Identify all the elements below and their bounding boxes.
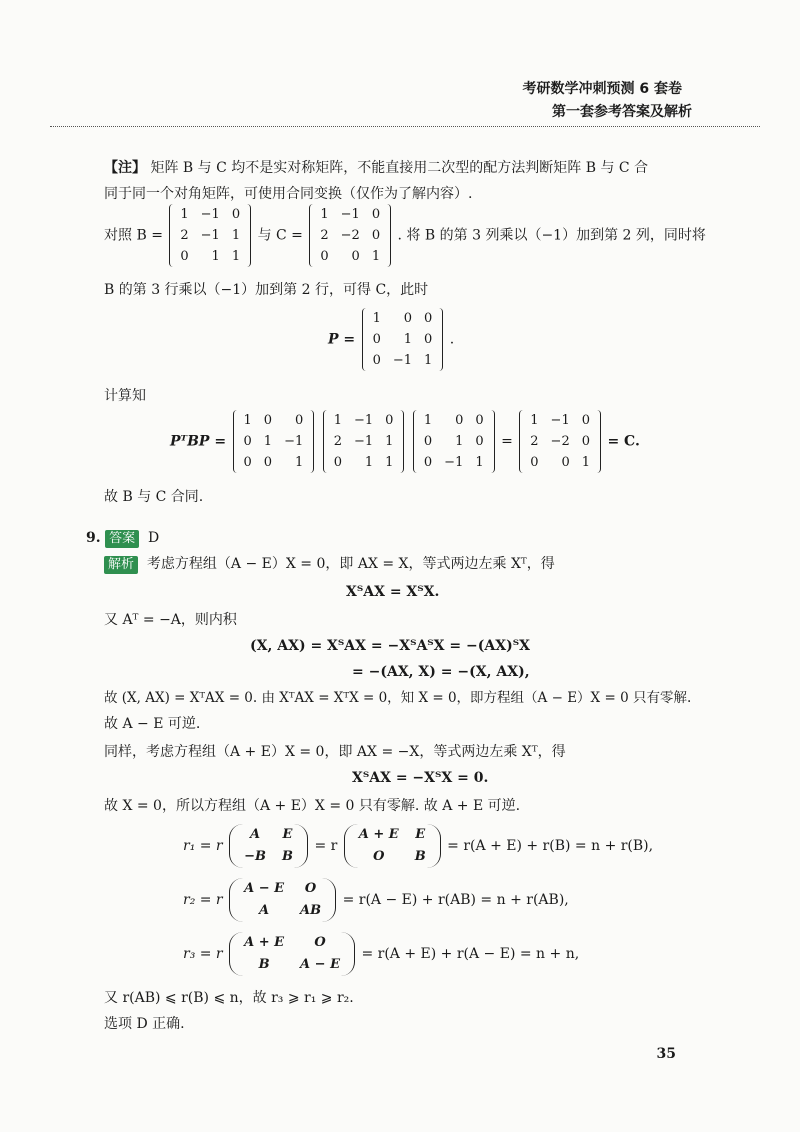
q9-analysis-row (104, 554, 555, 574)
matrix-B-cell: 1 (385, 434, 394, 449)
matrix-C-cell: −2 (550, 434, 570, 449)
matrix-C (309, 204, 391, 267)
r3-matrix-row (236, 954, 348, 976)
matrix-P-2 (413, 410, 495, 473)
matrix-P-cell: 0 (475, 434, 484, 449)
matrix-P-row (367, 329, 439, 350)
r2-matrix-row (236, 900, 329, 922)
r1-matrix-cell: −B (244, 849, 266, 864)
p-suffix: . (449, 331, 455, 348)
matrix-B-cell: 1 (364, 455, 374, 470)
matrix-C-row (524, 452, 596, 473)
matrix-P-row (418, 410, 490, 431)
q9-line-5: = −(AX, X) = −(X, AX), (352, 664, 530, 680)
matrix-PT (233, 410, 315, 473)
q9-line-12: 选项 D 正确. (104, 1016, 185, 1032)
header-subtitle: 第一套参考答案及解析 (552, 104, 692, 120)
header-title: 考研数学冲刺预测 6 套卷 (522, 81, 682, 97)
r1-matrix-cell: O (373, 849, 385, 864)
r3-rest: = r(A + E) + r(A − E) = n + n, (361, 946, 580, 962)
p-equation (328, 308, 454, 371)
matrix-B-row (174, 204, 246, 225)
matrix-P-cell: 0 (455, 413, 464, 428)
matrix-PT-cell: 0 (243, 455, 252, 470)
ptbp-label: PᵀBP = (170, 433, 227, 450)
matrix-PT-cell: 0 (263, 413, 273, 428)
r2-matrix-cell: O (304, 881, 317, 896)
matrix-PT-cell: 1 (243, 413, 252, 428)
matrix-P-cell: 0 (372, 353, 381, 368)
matrix-C-row (524, 431, 596, 452)
matrix-C-cell: −1 (340, 207, 360, 222)
matrix-P-row (418, 452, 490, 473)
matrix-C-cell: 2 (320, 228, 329, 243)
note-compare (104, 204, 706, 267)
matrix-P-cell: 1 (455, 434, 464, 449)
q9-number: 9. (86, 530, 101, 546)
q9-answer: D (148, 530, 160, 546)
matrix-B-cell: 0 (333, 455, 342, 470)
matrix-C-row (314, 204, 386, 225)
r1-matrix-1 (229, 824, 308, 868)
compare-prefix: 对照 B = (104, 227, 163, 244)
r1-rest: = r(A + E) + r(B) = n + r(B), (447, 838, 654, 854)
ptbp-suffix: = C. (607, 433, 640, 450)
r2-matrix (229, 878, 336, 922)
note-line-2: 同于同一个对角矩阵，可使用合同变换（仅作为了解内容）. (104, 186, 473, 202)
q9-line-10: 故 X = 0，所以方程组（A + E）X = 0 只有零解. 故 A + E 可逆. (104, 798, 521, 814)
matrix-C-cell: 0 (371, 207, 381, 222)
matrix-B-row (174, 225, 246, 246)
matrix-P-cell: 0 (423, 455, 433, 470)
matrix-C-cell: 0 (581, 413, 590, 428)
note-conclusion: 故 B 与 C 合同. (104, 489, 204, 505)
matrix-C-cell: 1 (581, 455, 590, 470)
matrix-P-row (418, 431, 490, 452)
matrix-B-row (174, 246, 246, 267)
matrix-P-row (367, 308, 439, 329)
matrix-B-cell: 2 (333, 434, 342, 449)
matrix-P-cell: −1 (392, 353, 413, 368)
matrix-PT-cell: 1 (263, 434, 273, 449)
r3-matrix-cell: B (258, 957, 270, 972)
matrix-PT-cell: 1 (294, 455, 304, 470)
matrix-PT-cell: 0 (243, 434, 252, 449)
q9-line-8: 同样，考虑方程组（A + E）X = 0，即 AX = −X，等式两边左乘 Xᵀ，得 (104, 744, 566, 760)
r2-matrix-row (236, 878, 329, 900)
matrix-B-row (328, 410, 400, 431)
r1-equation (183, 824, 653, 868)
r1-matrix-cell: E (415, 827, 426, 842)
matrix-P-cell: 1 (423, 413, 433, 428)
matrix-C-2 (519, 410, 601, 473)
matrix-PT-row (238, 431, 310, 452)
r3-matrix-row (236, 932, 348, 954)
matrix-P-cell: 0 (372, 332, 381, 347)
note-line-1 (104, 158, 648, 178)
matrix-C-cell: 0 (561, 455, 570, 470)
compare-suffix: . 将 B 的第 3 列乘以（−1）加到第 2 列，同时将 (397, 227, 706, 244)
matrix-PT-cell: 0 (294, 413, 304, 428)
matrix-C-cell: 1 (530, 413, 539, 428)
matrix-B-cell: 1 (385, 455, 394, 470)
matrix-B-cell: 1 (231, 249, 241, 264)
matrix-B-cell: 1 (333, 413, 342, 428)
matrix-C-cell: 1 (371, 249, 381, 264)
matrix-PT-cell: −1 (284, 434, 304, 449)
r3-matrix (229, 932, 355, 976)
matrix-C-cell: −2 (340, 228, 360, 243)
p-label: P = (328, 331, 356, 348)
matrix-C-row (314, 246, 386, 267)
r2-equation (183, 878, 569, 922)
r3-matrix-cell: A + E (244, 935, 285, 950)
r2-matrix-cell: A − E (244, 881, 285, 896)
r1-matrix-row (351, 846, 434, 868)
analysis-tag: 解析 (104, 556, 138, 574)
matrix-PT-cell: 0 (263, 455, 273, 470)
matrix-C-cell: 2 (530, 434, 539, 449)
matrix-C-cell: 0 (530, 455, 539, 470)
r3-equation (183, 932, 579, 976)
r3-label: r₃ = r (183, 946, 223, 962)
q9-answer-row (86, 528, 159, 548)
matrix-C-cell: −1 (550, 413, 570, 428)
matrix-C-row (314, 225, 386, 246)
matrix-C-cell: 0 (351, 249, 360, 264)
matrix-PT-row (238, 410, 310, 431)
r1-matrix-cell: A (249, 827, 261, 842)
r1-matrix-cell: E (282, 827, 293, 842)
matrix-P-cell: 1 (372, 311, 381, 326)
r1-matrix-row (236, 824, 301, 846)
matrix-B-cell: 1 (211, 249, 220, 264)
r2-matrix-cell: AB (300, 903, 322, 918)
r1-matrix-cell: A + E (358, 827, 399, 842)
matrix-B-row (328, 452, 400, 473)
r1-matrix-cell: B (281, 849, 293, 864)
matrix-B-cell: −1 (200, 207, 220, 222)
matrix-P (362, 308, 444, 371)
page-number: 35 (656, 1046, 676, 1062)
matrix-P-cell: 0 (424, 311, 433, 326)
matrix-P-cell: 1 (424, 353, 433, 368)
r3-matrix-cell: A − E (300, 957, 340, 972)
matrix-P-cell: 1 (475, 455, 484, 470)
r1-matrix-2 (344, 824, 441, 868)
q9-line-1: 考虑方程组（A − E）X = 0，即 AX = X，等式两边左乘 Xᵀ，得 (146, 556, 555, 572)
q9-line-2: XᵀAX = XᵀX. (346, 584, 440, 600)
r1-label: r₁ = r (183, 838, 223, 854)
matrix-P-row (367, 350, 439, 371)
calc-label: 计算知 (104, 388, 146, 404)
matrix-PT-row (238, 452, 310, 473)
matrix-B-cell: 1 (231, 228, 241, 243)
q9-line-9: XᵀAX = −XᵀX = 0. (352, 770, 489, 786)
matrix-B-cell: 0 (180, 249, 189, 264)
matrix-P-cell: 0 (475, 413, 484, 428)
matrix-C-cell: 1 (320, 207, 329, 222)
matrix-B-cell: 0 (231, 207, 241, 222)
r3-matrix-cell: O (314, 935, 326, 950)
matrix-P-cell: 0 (403, 311, 413, 326)
matrix-C-cell: 0 (320, 249, 329, 264)
matrix-B-row (328, 431, 400, 452)
answer-tag: 答案 (105, 530, 139, 548)
matrix-B-cell: −1 (200, 228, 220, 243)
r1-eq: = r (314, 838, 338, 854)
r1-matrix-cell: B (414, 849, 426, 864)
compare-mid: 与 C = (257, 227, 303, 244)
matrix-C-row (524, 410, 596, 431)
q9-line-4: (X, AX) = XᵀAX = −XᵀAᵀX = −(AX)ᵀX (250, 638, 530, 654)
note-text-1: 矩阵 B 与 C 均不是实对称矩阵，不能直接用二次型的配方法判断矩阵 B 与 C 合 (150, 160, 649, 176)
matrix-B-cell: 2 (180, 228, 189, 243)
matrix-C-cell: 0 (371, 228, 381, 243)
matrix-B (169, 204, 251, 267)
q9-line-3: 又 Aᵀ = −A，则内积 (104, 612, 237, 628)
r2-matrix-cell: A (259, 903, 270, 918)
r1-matrix-row (351, 824, 434, 846)
r2-rest: = r(A − E) + r(AB) = n + r(AB), (342, 892, 569, 908)
q9-line-7: 故 A − E 可逆. (104, 716, 201, 732)
q9-line-6: 故 (X, AX) = XᵀAX = 0. 由 XᵀAX = XᵀX = 0，知 X = 0，即方程组（A − E）X = 0 只有零解. (104, 690, 692, 706)
q9-line-11: 又 r(AB) ⩽ r(B) ⩽ n，故 r₃ ⩾ r₁ ⩾ r₂. (104, 990, 354, 1006)
r1-matrix-row (236, 846, 301, 868)
matrix-C-cell: 0 (581, 434, 590, 449)
matrix-B-cell: 1 (180, 207, 189, 222)
matrix-B-cell: −1 (353, 434, 374, 449)
header-divider (50, 126, 760, 127)
matrix-P-cell: 0 (424, 332, 433, 347)
note-tag: 【注】 (104, 160, 146, 176)
matrix-P-cell: 0 (423, 434, 433, 449)
matrix-P-cell: −1 (444, 455, 464, 470)
note-line-3: B 的第 3 行乘以（−1）加到第 2 行，可得 C，此时 (104, 282, 429, 298)
r2-label: r₂ = r (183, 892, 223, 908)
matrix-P-cell: 1 (403, 332, 413, 347)
ptbp-equation: PᵀBP = 1 0 0 0 1 −1 0 0 1 1 −1 0 2 −1 1 0 1 1 1 0 0 0 1 0 0 −1 1 = 1 −1 0 2 −2 0 0 0 1 = C. (170, 410, 640, 473)
matrix-B-cell: −1 (353, 413, 374, 428)
matrix-B-2 (323, 410, 405, 473)
matrix-B-cell: 0 (385, 413, 394, 428)
